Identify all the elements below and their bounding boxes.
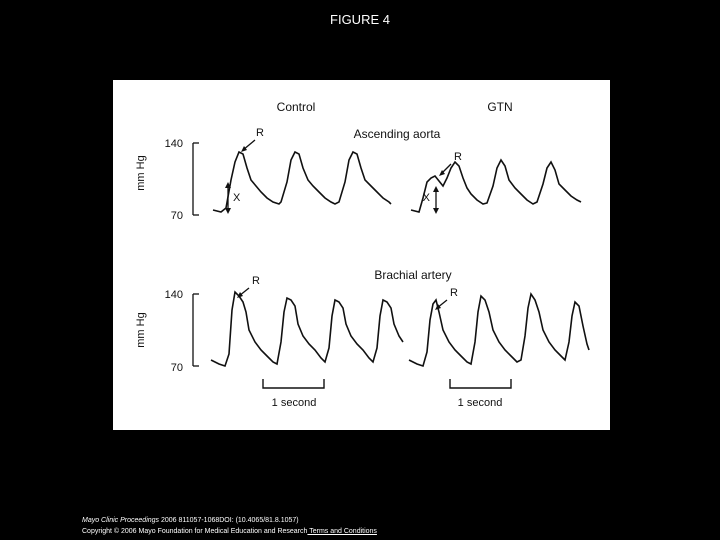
journal-name: Mayo Clinic Proceedings <box>82 517 160 524</box>
gtn-heading: GTN <box>487 100 513 114</box>
copyright-text: Copyright © 2006 Mayo Foundation for Medical Education and Research <box>82 528 308 535</box>
peak-r-label-brachial-control: R <box>252 275 260 287</box>
control-heading: Control <box>276 100 316 114</box>
terms-link[interactable]: Terms and Conditions <box>307 528 377 535</box>
y-axis-label-bottom: mm Hg <box>135 312 147 348</box>
inflection-arrowhead-up-gtn <box>433 186 439 192</box>
y-axis-label-top: mm Hg <box>135 155 147 191</box>
scale-label-control: 1 second <box>271 397 317 409</box>
inflection-x-label-control: X <box>233 192 241 204</box>
citation-text: 2006 811057-1068DOI: (10.4065/81.8.1057) <box>159 517 299 524</box>
inflection-x-label-gtn: X <box>422 192 430 204</box>
inflection-arrowhead-down-gtn <box>433 208 439 214</box>
peak-r-label-aorta-control: R <box>256 127 264 139</box>
ascending-aorta-label: Ascending aorta <box>353 127 441 141</box>
tick-70-bottom: 70 <box>170 362 183 374</box>
copyright-line <box>82 526 377 537</box>
peak-r-label-brachial-gtn: R <box>450 287 458 299</box>
trace-brachial-control <box>211 292 403 366</box>
slide-title: FIGURE 4 <box>330 12 390 27</box>
inflection-arrowhead-down-control <box>225 208 231 214</box>
citation-footer <box>82 515 377 537</box>
citation-line <box>82 515 377 526</box>
tick-140-bottom: 140 <box>164 289 183 301</box>
waveform-figure <box>113 80 610 430</box>
figure-image <box>113 80 610 430</box>
tick-140-top: 140 <box>164 138 183 150</box>
scale-bar-control <box>263 379 324 388</box>
tick-70-top: 70 <box>170 210 183 222</box>
trace-brachial-gtn <box>409 294 589 366</box>
scale-label-gtn: 1 second <box>457 397 503 409</box>
peak-r-label-aorta-gtn: R <box>454 151 462 163</box>
scale-bar-gtn <box>450 379 511 388</box>
brachial-artery-label: Brachial artery <box>374 268 452 282</box>
